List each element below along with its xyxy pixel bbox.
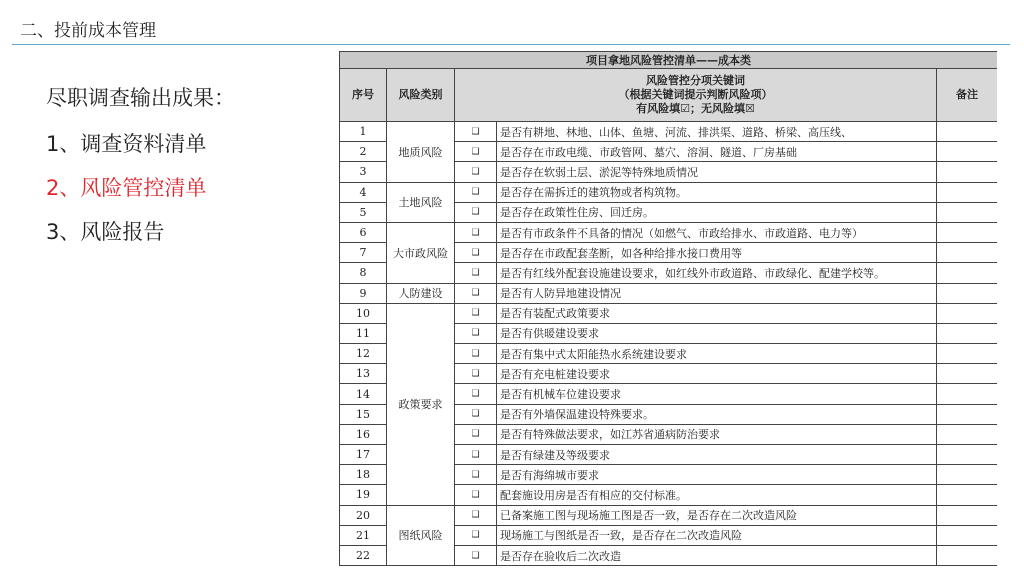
risk-keyword: 是否有充电桩建设要求 xyxy=(497,364,937,384)
risk-keyword: 是否有集中式太阳能热水系统建设要求 xyxy=(497,344,937,364)
row-number: 12 xyxy=(340,344,387,364)
risk-category: 人防建设 xyxy=(387,283,455,303)
row-number: 4 xyxy=(340,182,387,202)
row-number: 16 xyxy=(340,424,387,444)
risk-keyword: 是否有红线外配套设施建设要求，如红线外市政道路、市政绿化、配建学校等。 xyxy=(497,263,937,283)
note-cell[interactable] xyxy=(937,263,998,283)
risk-keyword: 是否存在市政电缆、市政管网、墓穴、溶洞、隧道、厂房基础 xyxy=(497,142,937,162)
note-cell[interactable] xyxy=(937,364,998,384)
row-number: 5 xyxy=(340,202,387,222)
note-cell[interactable] xyxy=(937,344,998,364)
note-cell[interactable] xyxy=(937,485,998,505)
table-row xyxy=(340,182,998,202)
row-number: 15 xyxy=(340,404,387,424)
header-keywords-line2: （根据关键词提示判断风险项） xyxy=(618,88,773,101)
note-cell[interactable] xyxy=(937,465,998,485)
row-number: 10 xyxy=(340,303,387,323)
risk-keyword: 是否存在软弱土层、淤泥等特殊地质情况 xyxy=(497,162,937,182)
header-divider xyxy=(12,44,1010,45)
risk-keyword: 是否存在验收后二次改造 xyxy=(497,545,937,565)
header-keywords xyxy=(455,69,937,122)
risk-checkbox[interactable]: ❑ xyxy=(455,364,497,384)
risk-keyword: 是否有机械车位建设要求 xyxy=(497,384,937,404)
row-number: 2 xyxy=(340,142,387,162)
row-number: 9 xyxy=(340,283,387,303)
table-row xyxy=(340,303,998,323)
row-number: 11 xyxy=(340,323,387,343)
row-number: 17 xyxy=(340,445,387,465)
outcome-list xyxy=(46,82,235,260)
risk-category: 图纸风险 xyxy=(387,505,455,566)
risk-keyword: 配套施设用房是否有相应的交付标准。 xyxy=(497,485,937,505)
row-number: 7 xyxy=(340,243,387,263)
table-title: 项目拿地风险管控清单——成本类 xyxy=(340,52,998,69)
row-number: 13 xyxy=(340,364,387,384)
table-row xyxy=(340,122,998,142)
note-cell[interactable] xyxy=(937,222,998,242)
risk-checkbox[interactable]: ❑ xyxy=(455,263,497,283)
risk-checkbox[interactable]: ❑ xyxy=(455,222,497,242)
risk-keyword: 是否存在需拆迁的建筑物或者构筑物。 xyxy=(497,182,937,202)
risk-keyword: 现场施工与图纸是否一致，是否存在二次改造风险 xyxy=(497,525,937,545)
outcome-item-1: 1、调查资料清单 xyxy=(46,132,207,156)
risk-keyword: 是否有外墙保温建设特殊要求。 xyxy=(497,404,937,424)
risk-checkbox[interactable]: ❑ xyxy=(455,142,497,162)
risk-checkbox[interactable]: ❑ xyxy=(455,545,497,565)
risk-keyword: 是否存在政策性住房、回迁房。 xyxy=(497,202,937,222)
risk-checkbox[interactable]: ❑ xyxy=(455,202,497,222)
note-cell[interactable] xyxy=(937,404,998,424)
risk-keyword: 是否有人防异地建设情况 xyxy=(497,283,937,303)
page-section-title: 二、投前成本管理 xyxy=(20,21,156,41)
row-number: 21 xyxy=(340,525,387,545)
risk-keyword: 是否有耕地、林地、山体、鱼塘、河流、排洪渠、道路、桥梁、高压线、 xyxy=(497,122,937,142)
risk-keyword: 是否有海绵城市要求 xyxy=(497,465,937,485)
risk-checkbox[interactable]: ❑ xyxy=(455,485,497,505)
row-number: 18 xyxy=(340,465,387,485)
table-row xyxy=(340,283,998,303)
risk-keyword: 是否存在市政配套垄断，如各种给排水接口费用等 xyxy=(497,243,937,263)
header-note: 备注 xyxy=(937,69,998,122)
row-number: 22 xyxy=(340,545,387,565)
header-keywords-line3: 有风险填☑；无风险填☒ xyxy=(636,102,755,115)
row-number: 6 xyxy=(340,222,387,242)
header-category: 风险类别 xyxy=(387,69,455,122)
outcome-item-2: 2、风险管控清单 xyxy=(46,176,207,200)
row-number: 19 xyxy=(340,485,387,505)
header-keywords-line1: 风险管控分项关键词 xyxy=(646,74,745,87)
risk-category: 大市政风险 xyxy=(387,222,455,283)
risk-keyword: 是否有装配式政策要求 xyxy=(497,303,937,323)
risk-checkbox[interactable]: ❑ xyxy=(455,323,497,343)
note-cell[interactable] xyxy=(937,545,998,565)
risk-checkbox[interactable]: ❑ xyxy=(455,445,497,465)
row-number: 3 xyxy=(340,162,387,182)
note-cell[interactable] xyxy=(937,525,998,545)
risk-control-table xyxy=(339,51,997,566)
note-cell[interactable] xyxy=(937,202,998,222)
row-number: 20 xyxy=(340,505,387,525)
note-cell[interactable] xyxy=(937,505,998,525)
note-cell[interactable] xyxy=(937,445,998,465)
risk-checkbox[interactable]: ❑ xyxy=(455,182,497,202)
note-cell[interactable] xyxy=(937,162,998,182)
risk-checkbox[interactable]: ❑ xyxy=(455,283,497,303)
note-cell[interactable] xyxy=(937,182,998,202)
table-row xyxy=(340,222,998,242)
risk-checkbox[interactable]: ❑ xyxy=(455,162,497,182)
risk-checkbox[interactable]: ❑ xyxy=(455,122,497,142)
note-cell[interactable] xyxy=(937,283,998,303)
row-number: 14 xyxy=(340,384,387,404)
note-cell[interactable] xyxy=(937,384,998,404)
row-number: 8 xyxy=(340,263,387,283)
risk-table-container xyxy=(339,51,997,569)
outcome-item-3: 3、风险报告 xyxy=(46,220,165,244)
risk-category: 政策要求 xyxy=(387,303,455,505)
note-cell[interactable] xyxy=(937,122,998,142)
risk-category: 地质风险 xyxy=(387,122,455,183)
risk-keyword: 是否有特殊做法要求，如江苏省通病防治要求 xyxy=(497,424,937,444)
row-number: 1 xyxy=(340,122,387,142)
risk-checkbox[interactable]: ❑ xyxy=(455,465,497,485)
risk-checkbox[interactable]: ❑ xyxy=(455,243,497,263)
risk-checkbox[interactable]: ❑ xyxy=(455,525,497,545)
note-cell[interactable] xyxy=(937,424,998,444)
risk-checkbox[interactable]: ❑ xyxy=(455,384,497,404)
risk-table-body xyxy=(340,122,998,566)
risk-checkbox[interactable]: ❑ xyxy=(455,505,497,525)
risk-keyword: 是否有绿建及等级要求 xyxy=(497,445,937,465)
outcome-heading: 尽职调查输出成果： xyxy=(46,86,235,110)
risk-keyword: 已备案施工图与现场施工图是否一致，是否存在二次改造风险 xyxy=(497,505,937,525)
note-cell[interactable] xyxy=(937,303,998,323)
risk-checkbox[interactable]: ❑ xyxy=(455,404,497,424)
note-cell[interactable] xyxy=(937,243,998,263)
table-row xyxy=(340,505,998,525)
risk-checkbox[interactable]: ❑ xyxy=(455,303,497,323)
risk-category: 土地风险 xyxy=(387,182,455,222)
risk-checkbox[interactable]: ❑ xyxy=(455,344,497,364)
risk-keyword: 是否有供暖建设要求 xyxy=(497,323,937,343)
risk-keyword: 是否有市政条件不具备的情况（如燃气、市政给排水、市政道路、电力等） xyxy=(497,222,937,242)
note-cell[interactable] xyxy=(937,142,998,162)
header-no: 序号 xyxy=(340,69,387,122)
risk-checkbox[interactable]: ❑ xyxy=(455,424,497,444)
note-cell[interactable] xyxy=(937,323,998,343)
